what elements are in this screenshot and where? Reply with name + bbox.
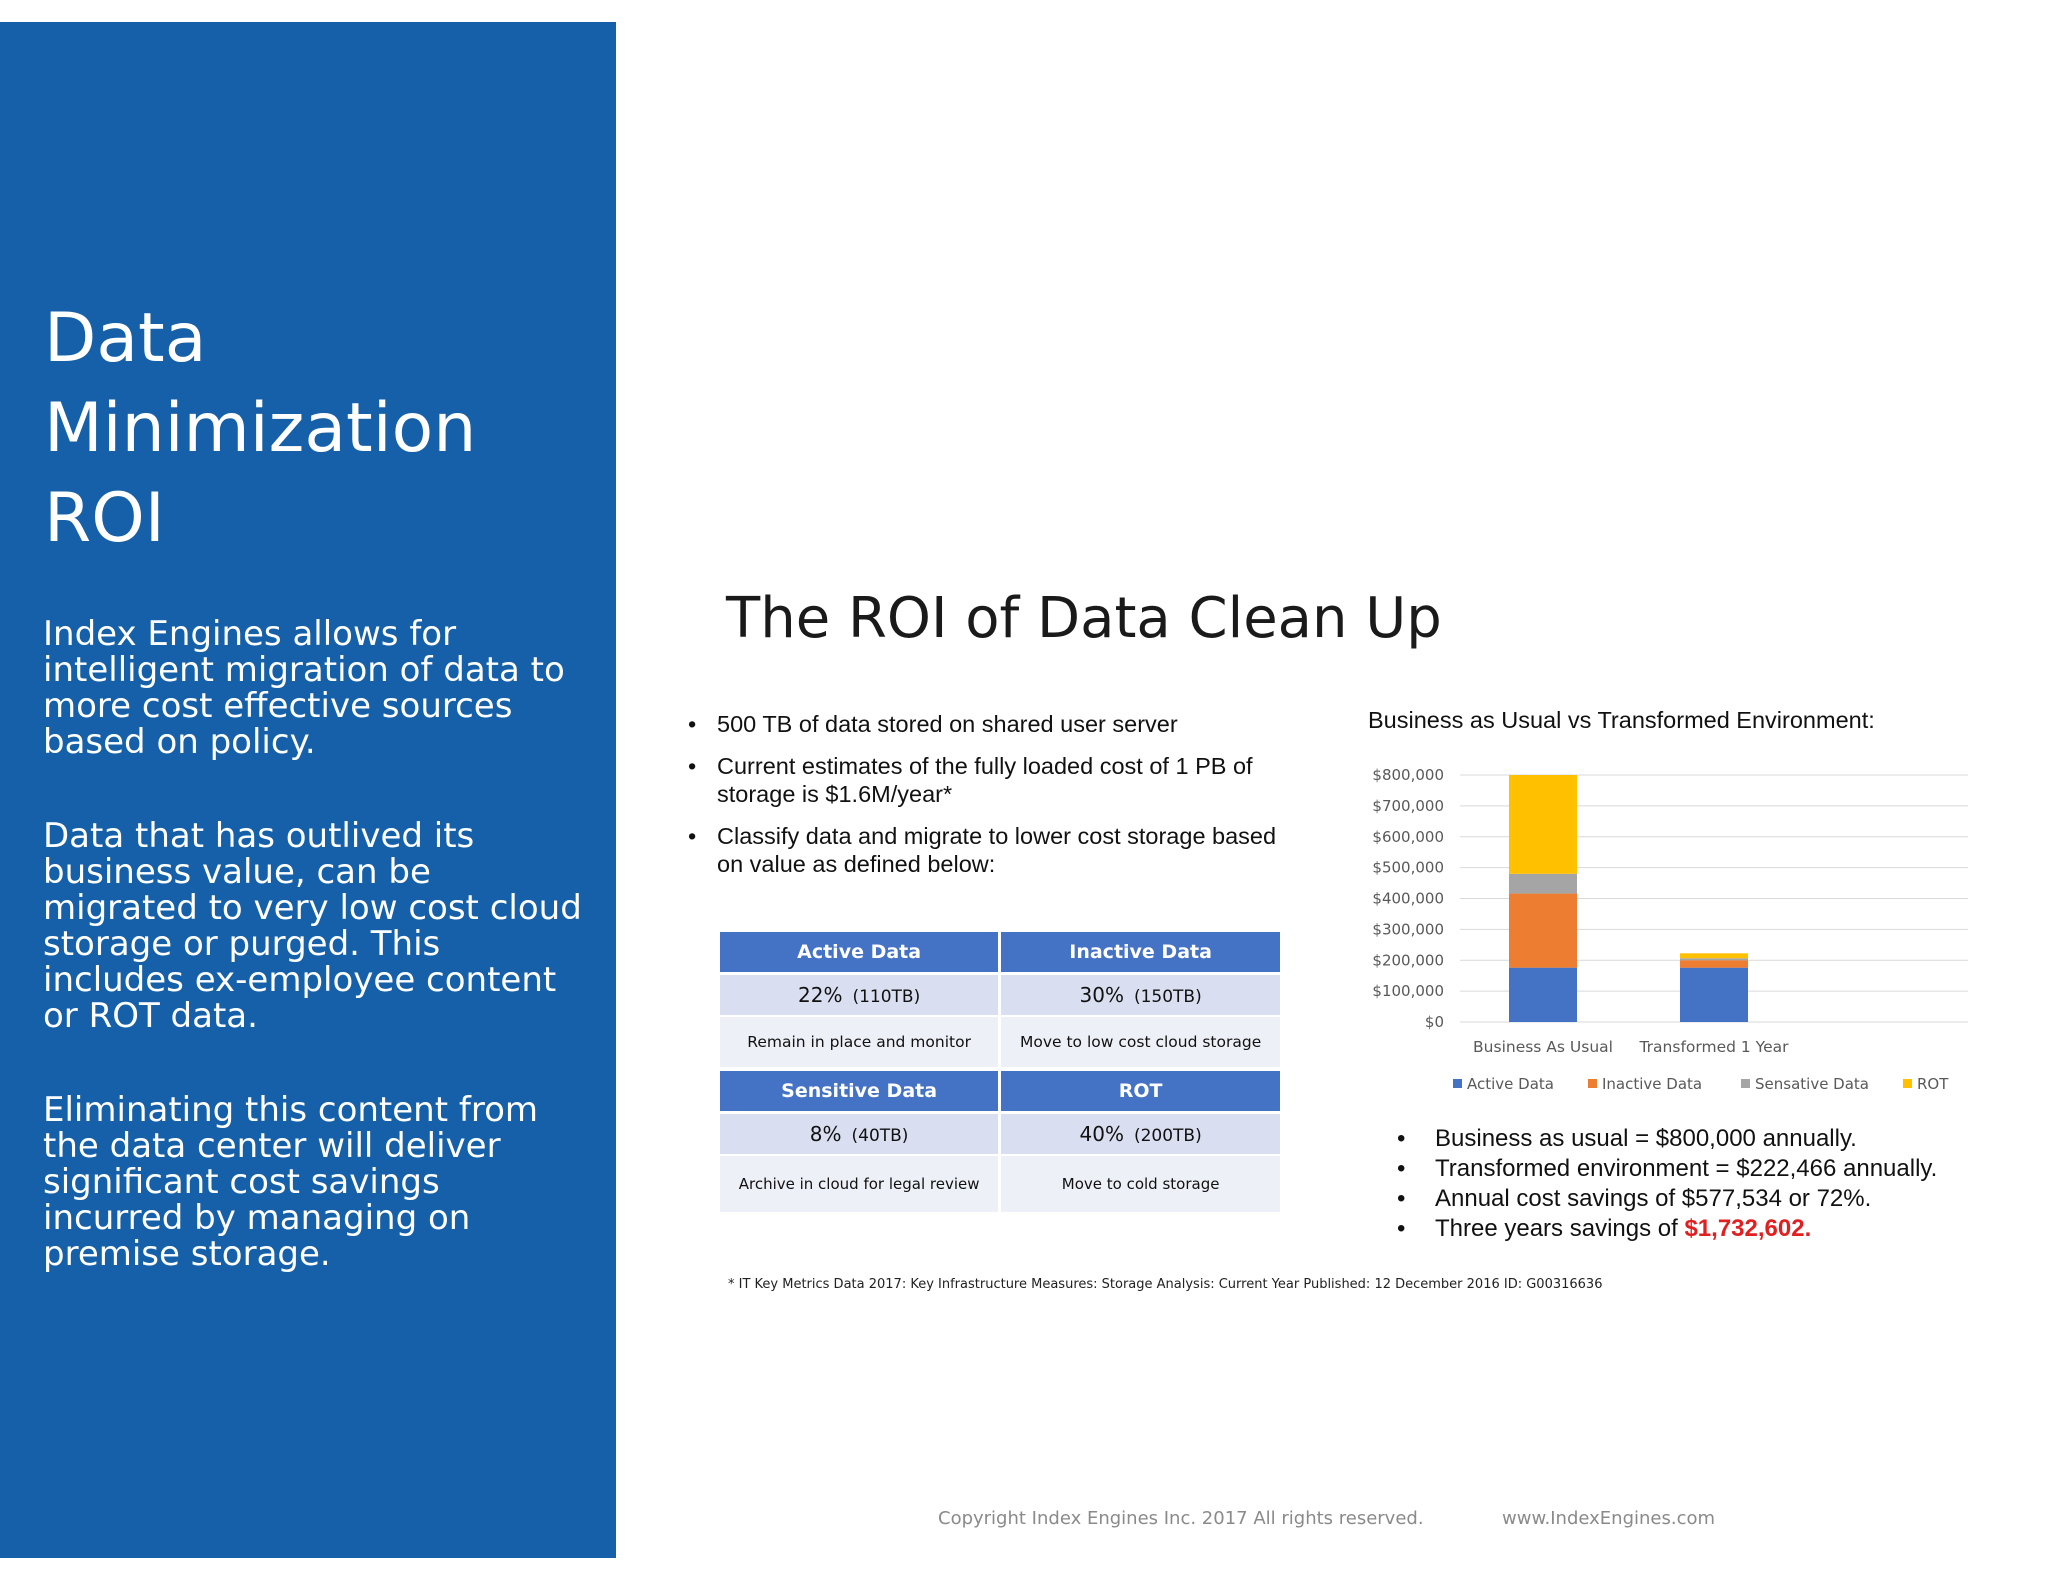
x-tick-label: Transformed 1 Year — [1639, 1038, 1789, 1056]
legend-label: Active Data — [1467, 1075, 1554, 1093]
sidebar-title-line: Minimization — [44, 389, 477, 468]
sidebar-description — [43, 616, 588, 1330]
website-link[interactable]: www.IndexEngines.com — [1502, 1508, 1716, 1529]
y-tick-label: $400,000 — [1372, 889, 1444, 908]
bar-segment — [1680, 960, 1748, 967]
savings-text: Transformed environment = $222,466 annually. — [1435, 1155, 1938, 1182]
table-header-sensitive: Sensitive Data — [719, 1069, 1000, 1113]
y-tick-label: $300,000 — [1372, 920, 1444, 939]
percent-value: 8% — [809, 1122, 842, 1146]
bullet-icon: • — [1397, 1215, 1406, 1242]
table-cell: Remain in place and monitor — [719, 1016, 1000, 1069]
bullet-item — [684, 822, 1294, 878]
y-tick-label: $0 — [1424, 1013, 1444, 1031]
sidebar-title — [44, 294, 476, 564]
y-tick-label: $700,000 — [1372, 796, 1444, 815]
table-cell — [719, 974, 1000, 1017]
y-tick-label: $600,000 — [1372, 827, 1444, 846]
bullet-icon: • — [688, 753, 697, 779]
size-value: (200TB) — [1133, 1126, 1202, 1146]
table-cell — [1000, 1113, 1282, 1156]
legend-swatch — [1741, 1079, 1750, 1088]
intro-bullet-list — [684, 710, 1294, 892]
bar-segment — [1680, 953, 1748, 958]
savings-item — [1393, 1124, 1937, 1154]
sidebar-panel — [0, 22, 616, 1558]
table-header-active: Active Data — [719, 932, 1000, 974]
bullet-icon: • — [1397, 1185, 1406, 1212]
bar-segment — [1680, 968, 1748, 1022]
size-value: (150TB) — [1133, 987, 1202, 1007]
table-cell: Archive in cloud for legal review — [719, 1155, 1000, 1214]
data-classification-table — [717, 932, 1283, 1216]
bar-segment — [1509, 894, 1577, 968]
table-cell — [1000, 974, 1282, 1017]
sidebar-paragraph: Data that has outlived its business value, can be migrated to very low cost cloud storage or purged. This includes ex-employee content or ROT data. — [43, 816, 582, 1036]
bullet-item — [684, 752, 1294, 808]
y-tick-label: $200,000 — [1372, 951, 1444, 970]
percent-value: 30% — [1079, 983, 1124, 1007]
legend-swatch — [1453, 1079, 1462, 1088]
table-cell: Move to cold storage — [1000, 1155, 1282, 1214]
sidebar-paragraph: Index Engines allows for intelligent migration of data to more cost effective sources based on policy. — [43, 614, 565, 762]
percent-value: 22% — [798, 983, 843, 1007]
table-row — [719, 974, 1282, 1017]
savings-bullet-list — [1393, 1124, 1937, 1244]
bullet-text: Current estimates of the fully loaded cost of 1 PB of storage is $1.6M/year* — [717, 753, 1253, 807]
x-tick-label: Business As Usual — [1473, 1038, 1613, 1056]
size-value: (40TB) — [851, 1126, 909, 1146]
savings-text: Business as usual = $800,000 annually. — [1435, 1125, 1857, 1152]
savings-text: Annual cost savings of $577,534 or 72%. — [1435, 1185, 1872, 1212]
legend-label: Inactive Data — [1602, 1075, 1703, 1093]
bullet-icon: • — [1397, 1155, 1406, 1182]
savings-highlight: $1,732,602. — [1684, 1215, 1812, 1242]
bar-segment — [1509, 874, 1577, 894]
legend-swatch — [1588, 1079, 1597, 1088]
table-header-row — [719, 932, 1282, 974]
sidebar-title-line: ROI — [44, 479, 165, 558]
y-tick-label: $100,000 — [1372, 982, 1444, 1001]
chart-title: Business as Usual vs Transformed Environment: — [1368, 707, 1875, 733]
sidebar-title-line: Data — [44, 299, 207, 378]
y-tick-label: $500,000 — [1372, 858, 1444, 877]
table-cell — [719, 1113, 1000, 1156]
bullet-icon: • — [688, 711, 697, 737]
slide-title: The ROI of Data Clean Up — [726, 586, 1442, 651]
sidebar-paragraph: Eliminating this content from the data center will deliver significant cost savings incurred by managing on premise storage. — [43, 1090, 538, 1274]
copyright-text: Copyright Index Engines Inc. 2017 All rights reserved. — [938, 1508, 1424, 1529]
table-cell: Move to low cost cloud storage — [1000, 1016, 1282, 1069]
percent-value: 40% — [1079, 1122, 1124, 1146]
legend-swatch — [1903, 1079, 1912, 1088]
bar-segment — [1509, 775, 1577, 874]
savings-item — [1393, 1184, 1937, 1214]
bar-segment — [1509, 968, 1577, 1022]
legend-label: ROT — [1917, 1075, 1949, 1093]
table-header-inactive: Inactive Data — [1000, 932, 1282, 974]
table-header-rot: ROT — [1000, 1069, 1282, 1113]
bullet-text: Classify data and migrate to lower cost storage based on value as defined below: — [717, 823, 1277, 877]
bullet-item — [684, 710, 1294, 738]
footnote: * IT Key Metrics Data 2017: Key Infrastructure Measures: Storage Analysis: Current Year Published: 12 December 2016 ID: G00316636 — [728, 1277, 1603, 1292]
bullet-text: 500 TB of data stored on shared user server — [717, 711, 1178, 737]
savings-item — [1393, 1154, 1937, 1184]
table-header-row — [719, 1069, 1282, 1113]
table-row — [719, 1016, 1282, 1069]
legend-label: Sensative Data — [1755, 1075, 1870, 1093]
table-row — [719, 1155, 1282, 1214]
stacked-bar-chart — [1360, 745, 1980, 1110]
bar-segment — [1680, 958, 1748, 960]
size-value: (110TB) — [852, 987, 921, 1007]
bullet-icon: • — [688, 823, 697, 849]
savings-text: Three years savings of — [1435, 1215, 1685, 1242]
table-row — [719, 1113, 1282, 1156]
savings-item — [1393, 1214, 1937, 1244]
bullet-icon: • — [1397, 1125, 1406, 1152]
y-tick-label: $800,000 — [1372, 766, 1444, 784]
